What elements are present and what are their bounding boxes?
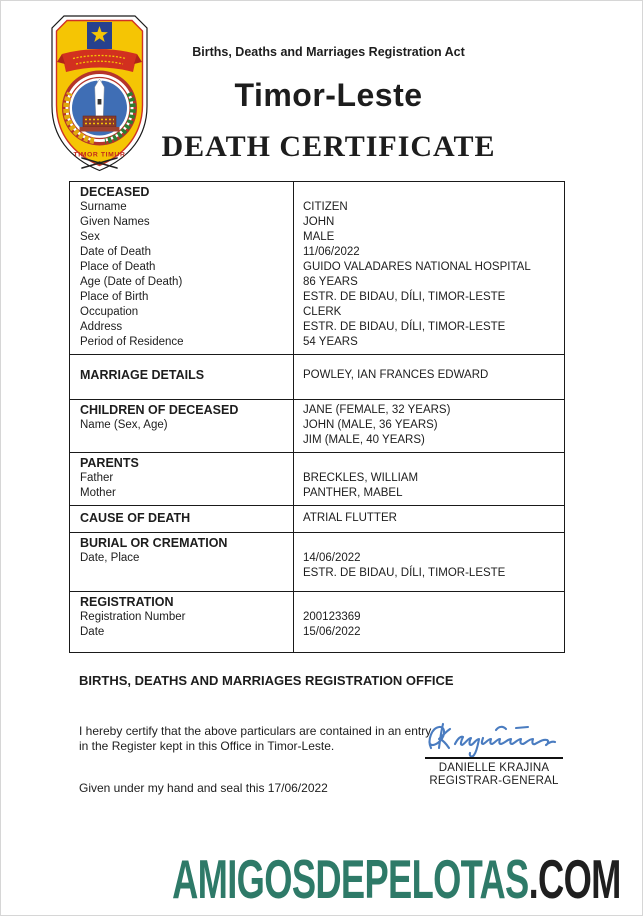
certification-statement: I hereby certify that the above particulars are contained in an entry in the Register kept in this Office in Timor-Leste. (79, 724, 432, 753)
field-label: Date of Death (80, 246, 151, 258)
signature-line (425, 757, 563, 759)
given-under-hand-text: Given under my hand and seal this 17/06/2022 (79, 781, 328, 795)
field-value: BRECKLES, WILLIAM (303, 472, 419, 484)
watermark-brand: AMIGOSDEPELOTAS (172, 848, 529, 910)
field-value: ESTR. DE BIDAU, DÍLI, TIMOR-LESTE (303, 321, 506, 333)
spacer (303, 536, 556, 551)
field-value: ESTR. DE BIDAU, DÍLI, TIMOR-LESTE (303, 567, 506, 579)
field-value: PANTHER, MABEL (303, 487, 403, 499)
section-parents (70, 452, 564, 505)
field-value: 11/06/2022 (303, 246, 360, 258)
field-value: 14/06/2022 (303, 552, 361, 564)
field-label: Age (Date of Death) (80, 276, 183, 288)
coat-of-arms-band-text: TIMOR TIMUR (73, 151, 126, 159)
field-value: ATRIAL FLUTTER (303, 512, 397, 524)
field-label: Given Names (80, 216, 150, 228)
field-label: Date (80, 626, 105, 638)
spacer (303, 595, 556, 610)
section-burial (70, 532, 564, 591)
cause-header: CAUSE OF DEATH (80, 511, 191, 525)
field-label: Name (Sex, Age) (80, 419, 168, 431)
registrar-name: DANIELLE KRAJINA (438, 762, 550, 774)
field-label: Place of Death (80, 261, 156, 273)
field-value: CITIZEN (303, 201, 348, 213)
certificate-table (69, 181, 565, 653)
section-marriage-details (70, 354, 564, 399)
field-label: Surname (80, 201, 127, 213)
spacer (303, 456, 556, 471)
parents-header: PARENTS (80, 456, 139, 470)
field-label: Mother (80, 487, 116, 499)
field-value: 200123369 (303, 611, 361, 623)
burial-header: BURIAL OR CREMATION (80, 536, 228, 550)
document-title: DEATH CERTIFICATE (161, 130, 496, 163)
field-value: MALE (303, 231, 335, 243)
field-value: 86 YEARS (303, 276, 358, 288)
section-cause-of-death (70, 505, 564, 532)
field-label: Registration Number (80, 611, 186, 623)
field-value: JOHN (MALE, 36 YEARS) (303, 419, 438, 431)
children-header: CHILDREN OF DECEASED (80, 403, 239, 417)
field-value: JANE (FEMALE, 32 YEARS) (303, 404, 451, 416)
field-value: JOHN (303, 216, 335, 228)
country-title: Timor-Leste (234, 77, 423, 113)
field-label: Occupation (80, 306, 139, 318)
field-value: JIM (MALE, 40 YEARS) (303, 434, 425, 446)
field-value: ESTR. DE BIDAU, DÍLI, TIMOR-LESTE (303, 291, 506, 303)
registrar-title: REGISTRAR-GENERAL (429, 775, 559, 787)
registration-header: REGISTRATION (80, 595, 174, 609)
watermark-tld: .COM (528, 848, 621, 910)
site-watermark (172, 847, 621, 911)
spacer (303, 185, 556, 200)
field-label: Sex (80, 231, 100, 243)
registrar-signature-icon (424, 715, 564, 757)
field-label: Place of Birth (80, 291, 149, 303)
field-value: POWLEY, IAN FRANCES EDWARD (303, 369, 489, 381)
field-label: Address (80, 321, 123, 333)
office-heading: BIRTHS, DEATHS AND MARRIAGES REGISTRATION OFFICE (79, 673, 454, 688)
marriage-header: MARRIAGE DETAILS (80, 368, 205, 382)
field-label: Father (80, 472, 114, 484)
field-value: GUIDO VALADARES NATIONAL HOSPITAL (303, 261, 531, 273)
field-label: Date, Place (80, 552, 140, 564)
act-title: Births, Deaths and Marriages Registration Act (192, 45, 465, 59)
field-value: 54 YEARS (303, 336, 358, 348)
deceased-header: DECEASED (80, 185, 150, 199)
field-label: Period of Residence (80, 336, 184, 348)
section-deceased (70, 182, 564, 354)
field-value: CLERK (303, 306, 342, 318)
section-registration (70, 591, 564, 652)
section-children (70, 399, 564, 452)
signature-block (413, 715, 575, 787)
field-value: 15/06/2022 (303, 626, 361, 638)
